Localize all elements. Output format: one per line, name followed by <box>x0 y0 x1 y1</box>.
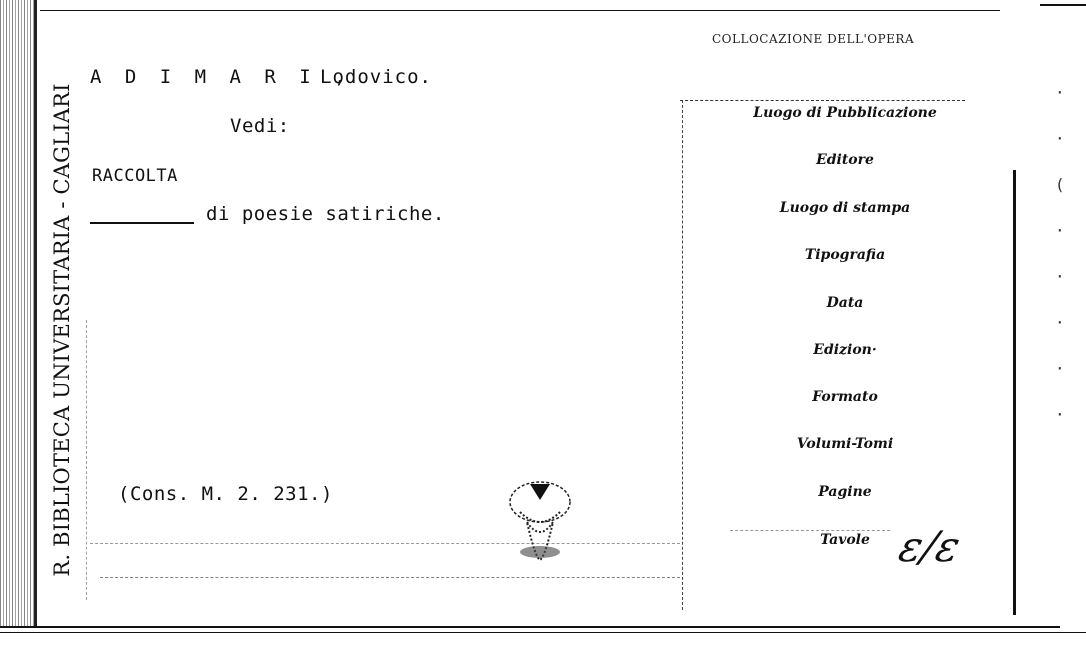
field-pagine: Pagine <box>818 484 872 500</box>
author-first-name: Lodovico. <box>320 66 432 88</box>
bottom-border-2 <box>0 632 1086 633</box>
field-tipografia: Tipografia <box>804 247 886 263</box>
bottom-border <box>0 626 1060 628</box>
library-seal <box>505 472 575 562</box>
field-volumi-tomi: Volumi-Tomi <box>796 436 894 452</box>
field-formato: Formato <box>812 389 878 405</box>
collocation-box-top <box>680 100 965 101</box>
guide-line <box>100 577 680 578</box>
field-tavole: Tavole <box>820 532 870 548</box>
top-border <box>40 10 1000 11</box>
card-right-edge <box>1013 170 1016 615</box>
field-edizione: Edizion· <box>813 342 877 358</box>
field-luogo-stampa: Luogo di stampa <box>779 200 911 216</box>
field-editore: Editore <box>816 152 874 168</box>
top-border-right <box>1040 4 1086 6</box>
title-repeat-line <box>90 222 194 224</box>
collocation-box-left <box>682 100 683 610</box>
handwritten-tavole-note: ε/ε <box>894 522 965 571</box>
field-data: Data <box>826 295 864 311</box>
field-luogo-pubblicazione: Luogo di Pubblicazione <box>753 105 937 121</box>
collocation-box-bottom <box>730 530 890 531</box>
author-surname: A D I M A R I , <box>90 66 352 88</box>
binding-strip <box>0 0 36 628</box>
entry-title: RACCOLTA <box>92 166 178 186</box>
binding-edge <box>34 0 37 628</box>
library-stamp: R. BIBLIOTECA UNIVERSITARIA - CAGLIARI <box>50 83 74 577</box>
collocation-header: COLLOCAZIONE DELL'OPERA <box>712 32 915 46</box>
see-reference: Vedi: <box>230 115 290 137</box>
margin-dots <box>86 320 87 600</box>
entry-subtitle: di poesie satiriche. <box>206 203 445 225</box>
shelfmark: (Cons. M. 2. 231.) <box>118 483 333 505</box>
guide-line <box>90 543 680 544</box>
margin-specks: · · ( · · · · · <box>1055 83 1065 424</box>
